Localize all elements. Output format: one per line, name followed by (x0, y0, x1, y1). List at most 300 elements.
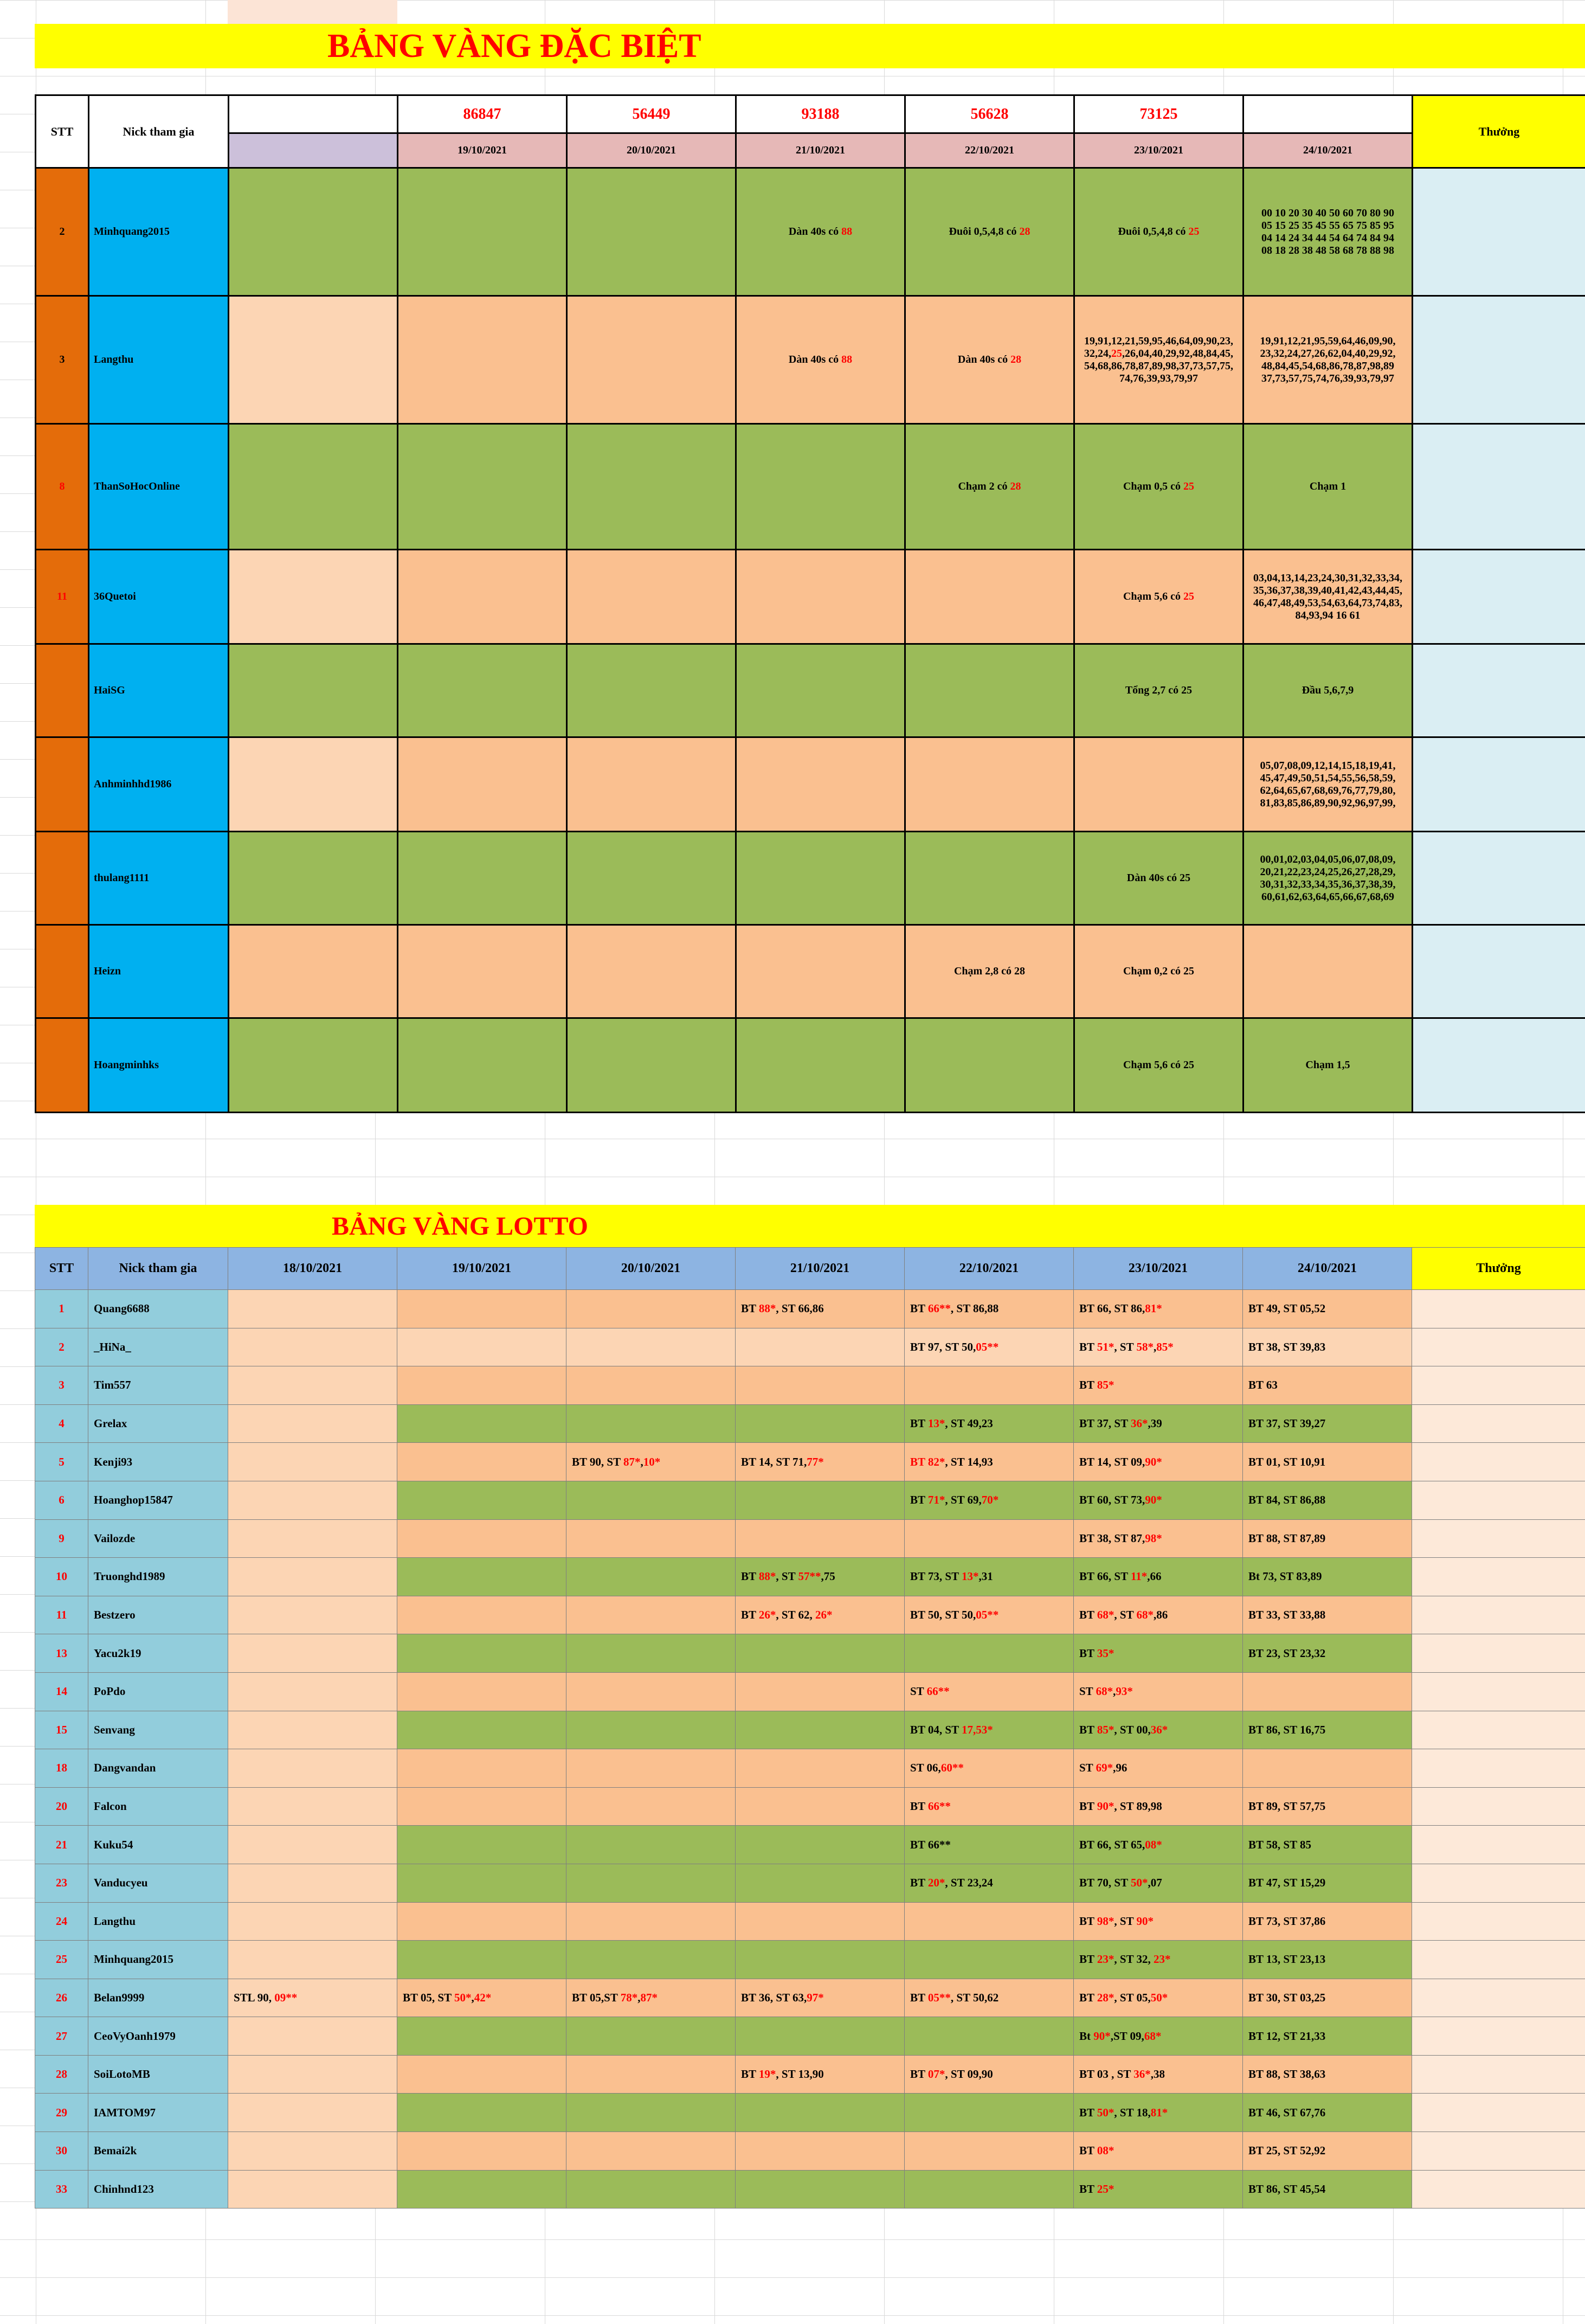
lotto-cell (736, 2094, 905, 2132)
row-stt: 11 (36, 550, 89, 644)
prediction-cell: 00 10 20 30 40 50 60 70 80 90 05 15 25 35 45 55 65 75 85 95 04 14 24 34 44 54 64 74 84 94 08 18 28 38 48 58 68 78 88 98 (1243, 168, 1413, 296)
lotto-cell (566, 2132, 736, 2171)
lotto-cell: BT 88, ST 38,63 (1243, 2055, 1412, 2094)
table-row (35, 1749, 1585, 1788)
lotto-cell: BT 12, ST 21,33 (1243, 2017, 1412, 2056)
table-row (35, 1290, 1585, 1328)
lotto-cell (228, 1481, 397, 1519)
lotto-cell (905, 2170, 1074, 2209)
prediction-cell: Dàn 40s có 88 (736, 168, 905, 296)
prediction-cell: Chạm 5,6 có 25 (1074, 1018, 1243, 1113)
prediction-cell: 00,01,02,03,04,05,06,07,08,09, 20,21,22,23,24,25,26,27,28,29, 30,31,32,33,34,35,36,37,38,39, 60,61,62,63,64,65,66,67,68,69 (1243, 832, 1413, 925)
prediction-cell (905, 550, 1074, 644)
lotto-cell: ST 69*,96 (1074, 1749, 1243, 1788)
lotto-cell (228, 1711, 397, 1749)
row-nick: Senvang (88, 1711, 228, 1749)
table-row (36, 550, 1585, 644)
row-stt: 33 (35, 2170, 88, 2209)
result-number: 56628 (905, 95, 1074, 133)
row-stt (36, 737, 89, 832)
result-number: 93188 (736, 95, 905, 133)
lotto-cell (1243, 1749, 1412, 1788)
date-header: 21/10/2021 (736, 133, 905, 168)
row-nick: Yacu2k19 (88, 1634, 228, 1673)
result-number: 56449 (567, 95, 736, 133)
lotto-cell (397, 1864, 566, 1902)
row-nick: thulang1111 (89, 832, 229, 925)
lotto-cell: BT 50*, ST 18,81* (1074, 2094, 1243, 2132)
lotto-cell: BT 86, ST 45,54 (1243, 2170, 1412, 2209)
row-nick: Minhquang2015 (88, 1941, 228, 1979)
lotto-cell (397, 1711, 566, 1749)
lotto-cell (736, 1787, 905, 1826)
prediction-cell (398, 424, 567, 550)
lotto-cell: ST 68*,93* (1074, 1672, 1243, 1711)
lotto-cell (228, 1826, 397, 1864)
prediction-cell: Đuôi 0,5,4,8 có 28 (905, 168, 1074, 296)
lotto-cell (566, 1749, 736, 1788)
lotto-cell: BT 07*, ST 09,90 (905, 2055, 1074, 2094)
row-stt: 11 (35, 1596, 88, 1634)
lotto-cell: BT 37, ST 36*,39 (1074, 1404, 1243, 1443)
lotto-cell: BT 70, ST 50*,07 (1074, 1864, 1243, 1902)
reward-cell (1413, 296, 1585, 424)
row-stt: 8 (36, 424, 89, 550)
reward-cell (1412, 1941, 1585, 1979)
reward-cell (1412, 2017, 1585, 2056)
lotto-cell (566, 1826, 736, 1864)
lotto-cell: BT 85* (1074, 1366, 1243, 1405)
lotto-cell: BT 19*, ST 13,90 (736, 2055, 905, 2094)
row-stt: 28 (35, 2055, 88, 2094)
row-stt: 15 (35, 1711, 88, 1749)
table-row (35, 1481, 1585, 1519)
lotto-cell: BT 88, ST 87,89 (1243, 1519, 1412, 1558)
table-row (35, 1366, 1585, 1405)
row-stt: 21 (35, 1826, 88, 1864)
lotto-cell (905, 1519, 1074, 1558)
lotto-cell: BT 20*, ST 23,24 (905, 1864, 1074, 1902)
lotto-cell (566, 1366, 736, 1405)
table-row (36, 925, 1585, 1018)
lotto-cell (228, 1672, 397, 1711)
date-header: 22/10/2021 (905, 133, 1074, 168)
lotto-cell: BT 04, ST 17,53* (905, 1711, 1074, 1749)
table-row (35, 1443, 1585, 1481)
lotto-cell (397, 1941, 566, 1979)
row-nick: Chinhnd123 (88, 2170, 228, 2209)
prediction-cell: 05,07,08,09,12,14,15,18,19,41, 45,47,49,50,51,54,55,56,58,59, 62,64,65,67,68,69,76,77,79,80, 81,83,85,86,89,90,92,96,97,99, (1243, 737, 1413, 832)
lotto-cell: BT 47, ST 15,29 (1243, 1864, 1412, 1902)
row-nick: Kenji93 (88, 1443, 228, 1481)
lotto-cell: BT 13*, ST 49,23 (905, 1404, 1074, 1443)
lotto-cell: Bt 90*,ST 09,68* (1074, 2017, 1243, 2056)
stt-header: STT (36, 95, 89, 168)
lotto-cell: BT 01, ST 10,91 (1243, 1443, 1412, 1481)
table-row (35, 2094, 1585, 2132)
lotto-cell (397, 1481, 566, 1519)
row-nick: Vanducyeu (88, 1864, 228, 1902)
lotto-cell (397, 1902, 566, 1941)
row-nick: 36Quetoi (89, 550, 229, 644)
lotto-cell (397, 1672, 566, 1711)
lotto-cell: BT 51*, ST 58*,85* (1074, 1328, 1243, 1366)
lotto-cell: BT 25* (1074, 2170, 1243, 2209)
row-nick: Hoanghop15847 (88, 1481, 228, 1519)
lotto-cell (566, 1634, 736, 1673)
prediction-cell (1243, 925, 1413, 1018)
lotto-cell (566, 1328, 736, 1366)
lotto-cell (228, 1634, 397, 1673)
lotto-title: BẢNG VÀNG LOTTO (332, 1211, 588, 1241)
lotto-header-cell: 22/10/2021 (905, 1248, 1074, 1290)
lotto-cell: BT 66, ST 11*,66 (1074, 1558, 1243, 1596)
prediction-cell (398, 550, 567, 644)
prediction-cell (229, 168, 398, 296)
prediction-cell (567, 832, 736, 925)
lotto-cell (228, 1749, 397, 1788)
lotto-cell (397, 1404, 566, 1443)
row-stt: 29 (35, 2094, 88, 2132)
row-nick: Minhquang2015 (89, 168, 229, 296)
lotto-cell (228, 2055, 397, 2094)
prediction-cell: 19,91,12,21,95,59,64,46,09,90, 23,32,24,27,26,62,04,40,29,92, 48,84,45,54,68,86,78,87,98,89 37,73,57,75,74,76,39,93,79,97 (1243, 296, 1413, 424)
row-stt: 1 (35, 1290, 88, 1328)
row-nick: HaiSG (89, 644, 229, 737)
lotto-header-cell: Nick tham gia (88, 1248, 228, 1290)
table-row (36, 737, 1585, 832)
lotto-cell: BT 73, ST 13*,31 (905, 1558, 1074, 1596)
date-header: 23/10/2021 (1074, 133, 1243, 168)
reward-cell (1413, 832, 1585, 925)
table-row (35, 1941, 1585, 1979)
row-nick: Falcon (88, 1787, 228, 1826)
table-row (35, 1519, 1585, 1558)
lotto-cell (228, 1404, 397, 1443)
date-header: 19/10/2021 (398, 133, 567, 168)
lotto-cell (736, 2170, 905, 2209)
lotto-cell (736, 1672, 905, 1711)
reward-cell (1412, 1366, 1585, 1405)
lotto-cell (228, 2017, 397, 2056)
row-nick: ThanSoHocOnline (89, 424, 229, 550)
prediction-cell (736, 1018, 905, 1113)
row-stt: 18 (35, 1749, 88, 1788)
row-nick: CeoVyOanh1979 (88, 2017, 228, 2056)
prediction-cell: Đuôi 0,5,4,8 có 25 (1074, 168, 1243, 296)
lotto-header-cell: 23/10/2021 (1074, 1248, 1243, 1290)
row-stt: 10 (35, 1558, 88, 1596)
lotto-cell (736, 1711, 905, 1749)
reward-cell (1413, 925, 1585, 1018)
lotto-cell (397, 1634, 566, 1673)
prediction-cell (229, 925, 398, 1018)
lotto-cell (228, 2170, 397, 2209)
lotto-cell: BT 05,ST 78*,87* (566, 1979, 736, 2017)
lotto-cell: STL 90, 09** (228, 1979, 397, 2017)
lotto-cell (228, 1941, 397, 1979)
lotto-cell (905, 2017, 1074, 2056)
reward-cell (1412, 1634, 1585, 1673)
lotto-cell: BT 88*, ST 66,86 (736, 1290, 905, 1328)
lotto-cell: BT 14, ST 09,90* (1074, 1443, 1243, 1481)
row-nick: Bestzero (88, 1596, 228, 1634)
special-title-bar (35, 24, 1585, 68)
lotto-header-cell: 18/10/2021 (228, 1248, 397, 1290)
lotto-cell (736, 1826, 905, 1864)
prediction-cell (905, 737, 1074, 832)
prediction-cell: Chạm 0,2 có 25 (1074, 925, 1243, 1018)
reward-cell (1412, 1864, 1585, 1902)
lotto-cell (397, 1328, 566, 1366)
row-stt (36, 1018, 89, 1113)
reward-cell (1412, 2132, 1585, 2171)
reward-cell (1412, 2170, 1585, 2209)
lotto-cell (566, 1864, 736, 1902)
lotto-cell (397, 2055, 566, 2094)
prediction-cell: Dàn 40s có 88 (736, 296, 905, 424)
lotto-cell (905, 1941, 1074, 1979)
lotto-cell: BT 82*, ST 14,93 (905, 1443, 1074, 1481)
lotto-cell: BT 14, ST 71,77* (736, 1443, 905, 1481)
lotto-cell: BT 23*, ST 32, 23* (1074, 1941, 1243, 1979)
table-row (35, 2055, 1585, 2094)
result-number: 86847 (398, 95, 567, 133)
row-nick: _HiNa_ (88, 1328, 228, 1366)
prediction-cell (567, 925, 736, 1018)
reward-cell (1413, 550, 1585, 644)
lotto-header-cell: Thưởng (1412, 1248, 1585, 1290)
row-stt: 23 (35, 1864, 88, 1902)
row-nick: Langthu (88, 1902, 228, 1941)
lotto-cell (228, 1558, 397, 1596)
lotto-cell (736, 1941, 905, 1979)
row-stt: 9 (35, 1519, 88, 1558)
lotto-cell (566, 1481, 736, 1519)
lotto-cell: BT 35* (1074, 1634, 1243, 1673)
lotto-header-cell: 24/10/2021 (1243, 1248, 1412, 1290)
lotto-cell: BT 66** (905, 1826, 1074, 1864)
lotto-cell (566, 2170, 736, 2209)
prediction-cell: Chạm 2,8 có 28 (905, 925, 1074, 1018)
lotto-cell: BT 58, ST 85 (1243, 1826, 1412, 1864)
reward-cell (1413, 1018, 1585, 1113)
lotto-cell (736, 1519, 905, 1558)
lotto-cell: ST 06,60** (905, 1749, 1074, 1788)
row-stt: 20 (35, 1787, 88, 1826)
lotto-cell: BT 73, ST 37,86 (1243, 1902, 1412, 1941)
lotto-cell: BT 66, ST 86,81* (1074, 1290, 1243, 1328)
lotto-cell: BT 23, ST 23,32 (1243, 1634, 1412, 1673)
prediction-cell (736, 644, 905, 737)
table-row (35, 1634, 1585, 1673)
prediction-cell (567, 1018, 736, 1113)
row-nick: Truonghd1989 (88, 1558, 228, 1596)
reward-cell (1412, 1404, 1585, 1443)
result-number (229, 95, 398, 133)
row-stt: 14 (35, 1672, 88, 1711)
prediction-cell (905, 644, 1074, 737)
lotto-cell: BT 46, ST 67,76 (1243, 2094, 1412, 2132)
lotto-cell (397, 2094, 566, 2132)
lotto-cell (736, 1481, 905, 1519)
lotto-cell: BT 33, ST 33,88 (1243, 1596, 1412, 1634)
reward-cell (1413, 424, 1585, 550)
lotto-cell (397, 1558, 566, 1596)
reward-cell (1412, 1749, 1585, 1788)
prediction-cell (905, 832, 1074, 925)
lotto-cell (228, 1443, 397, 1481)
prediction-cell (1074, 737, 1243, 832)
table-row (36, 1018, 1585, 1113)
reward-cell (1412, 2055, 1585, 2094)
lotto-cell: BT 38, ST 39,83 (1243, 1328, 1412, 1366)
row-nick: Vailozde (88, 1519, 228, 1558)
lotto-cell: BT 85*, ST 00,36* (1074, 1711, 1243, 1749)
lotto-cell (397, 1519, 566, 1558)
lotto-cell (566, 2094, 736, 2132)
lotto-cell: BT 30, ST 03,25 (1243, 1979, 1412, 2017)
row-stt: 26 (35, 1979, 88, 2017)
lotto-cell: BT 97, ST 50,05** (905, 1328, 1074, 1366)
reward-cell (1412, 1826, 1585, 1864)
lotto-cell (397, 1749, 566, 1788)
prediction-cell (905, 1018, 1074, 1113)
lotto-cell (566, 2017, 736, 2056)
lotto-cell (905, 1902, 1074, 1941)
reward-cell (1413, 168, 1585, 296)
row-nick: Kuku54 (88, 1826, 228, 1864)
table-row (36, 644, 1585, 737)
lotto-cell (228, 1366, 397, 1405)
prediction-cell: Đầu 5,6,7,9 (1243, 644, 1413, 737)
table-row (35, 1711, 1585, 1749)
lotto-cell: BT 86, ST 16,75 (1243, 1711, 1412, 1749)
date-header: 20/10/2021 (567, 133, 736, 168)
lotto-cell (736, 1634, 905, 1673)
table-row (35, 1672, 1585, 1711)
result-number (1243, 95, 1413, 133)
row-stt: 25 (35, 1941, 88, 1979)
prediction-cell (398, 832, 567, 925)
prediction-cell (398, 168, 567, 296)
lotto-cell (397, 1290, 566, 1328)
reward-header: Thưởng (1413, 95, 1585, 168)
table-row (35, 1826, 1585, 1864)
table-row (36, 168, 1585, 296)
table-row (35, 1596, 1585, 1634)
row-stt (36, 644, 89, 737)
row-stt: 27 (35, 2017, 88, 2056)
lotto-cell (228, 1787, 397, 1826)
row-stt: 13 (35, 1634, 88, 1673)
lotto-cell (736, 1328, 905, 1366)
lotto-cell: BT 13, ST 23,13 (1243, 1941, 1412, 1979)
lotto-header-cell: STT (35, 1248, 88, 1290)
lotto-header-cell: 20/10/2021 (566, 1248, 736, 1290)
lotto-cell (566, 1902, 736, 1941)
lotto-cell (566, 1941, 736, 1979)
lotto-cell (566, 1787, 736, 1826)
prediction-cell (229, 832, 398, 925)
lotto-cell (736, 2132, 905, 2171)
lotto-cell (566, 1596, 736, 1634)
prediction-cell (736, 925, 905, 1018)
reward-cell (1412, 1672, 1585, 1711)
lotto-cell (228, 1596, 397, 1634)
row-nick: Langthu (89, 296, 229, 424)
lotto-cell: BT 90*, ST 89,98 (1074, 1787, 1243, 1826)
lotto-cell: BT 36, ST 63,97* (736, 1979, 905, 2017)
table-row (35, 1787, 1585, 1826)
lotto-cell (566, 1672, 736, 1711)
prediction-cell: Dàn 40s có 28 (905, 296, 1074, 424)
lotto-cell: BT 66, ST 65,08* (1074, 1826, 1243, 1864)
lotto-cell (397, 2170, 566, 2209)
lotto-cell (228, 1290, 397, 1328)
reward-cell (1412, 1902, 1585, 1941)
lotto-cell: BT 60, ST 73,90* (1074, 1481, 1243, 1519)
date-header (229, 133, 398, 168)
row-stt: 2 (36, 168, 89, 296)
result-number: 73125 (1074, 95, 1243, 133)
row-nick: Dangvandan (88, 1749, 228, 1788)
lotto-cell: BT 71*, ST 69,70* (905, 1481, 1074, 1519)
lotto-cell: BT 37, ST 39,27 (1243, 1404, 1412, 1443)
lotto-cell: BT 38, ST 87,98* (1074, 1519, 1243, 1558)
lotto-cell: BT 90, ST 87*,10* (566, 1443, 736, 1481)
lotto-cell: BT 25, ST 52,92 (1243, 2132, 1412, 2171)
prediction-cell (736, 737, 905, 832)
prediction-cell (398, 925, 567, 1018)
table-row (35, 2170, 1585, 2209)
row-nick: Grelax (88, 1404, 228, 1443)
lotto-cell (228, 1902, 397, 1941)
row-stt (36, 832, 89, 925)
prediction-cell (736, 550, 905, 644)
lotto-cell: ST 66** (905, 1672, 1074, 1711)
table-row (35, 1864, 1585, 1902)
lotto-cell: BT 05, ST 50*,42* (397, 1979, 566, 2017)
lotto-cell (736, 1749, 905, 1788)
row-stt: 6 (35, 1481, 88, 1519)
reward-cell (1412, 1711, 1585, 1749)
lotto-cell (397, 1366, 566, 1405)
reward-cell (1412, 1290, 1585, 1328)
lotto-cell: BT 66** (905, 1787, 1074, 1826)
table-row (35, 1558, 1585, 1596)
row-nick: Anhminhhd1986 (89, 737, 229, 832)
lotto-cell: BT 66**, ST 86,88 (905, 1290, 1074, 1328)
table-row (35, 2017, 1585, 2056)
lotto-cell: BT 05**, ST 50,62 (905, 1979, 1074, 2017)
row-stt: 3 (36, 296, 89, 424)
prediction-cell (398, 737, 567, 832)
prediction-cell (736, 424, 905, 550)
table-row (36, 424, 1585, 550)
prediction-cell (229, 296, 398, 424)
lotto-cell (566, 1290, 736, 1328)
reward-cell (1412, 1443, 1585, 1481)
row-nick: Quang6688 (88, 1290, 228, 1328)
lotto-cell: BT 68*, ST 68*,86 (1074, 1596, 1243, 1634)
prediction-cell: Chạm 2 có 28 (905, 424, 1074, 550)
reward-cell (1412, 1328, 1585, 1366)
row-stt: 2 (35, 1328, 88, 1366)
lotto-cell (736, 1366, 905, 1405)
prediction-cell (736, 832, 905, 925)
lotto-cell: BT 26*, ST 62, 26* (736, 1596, 905, 1634)
